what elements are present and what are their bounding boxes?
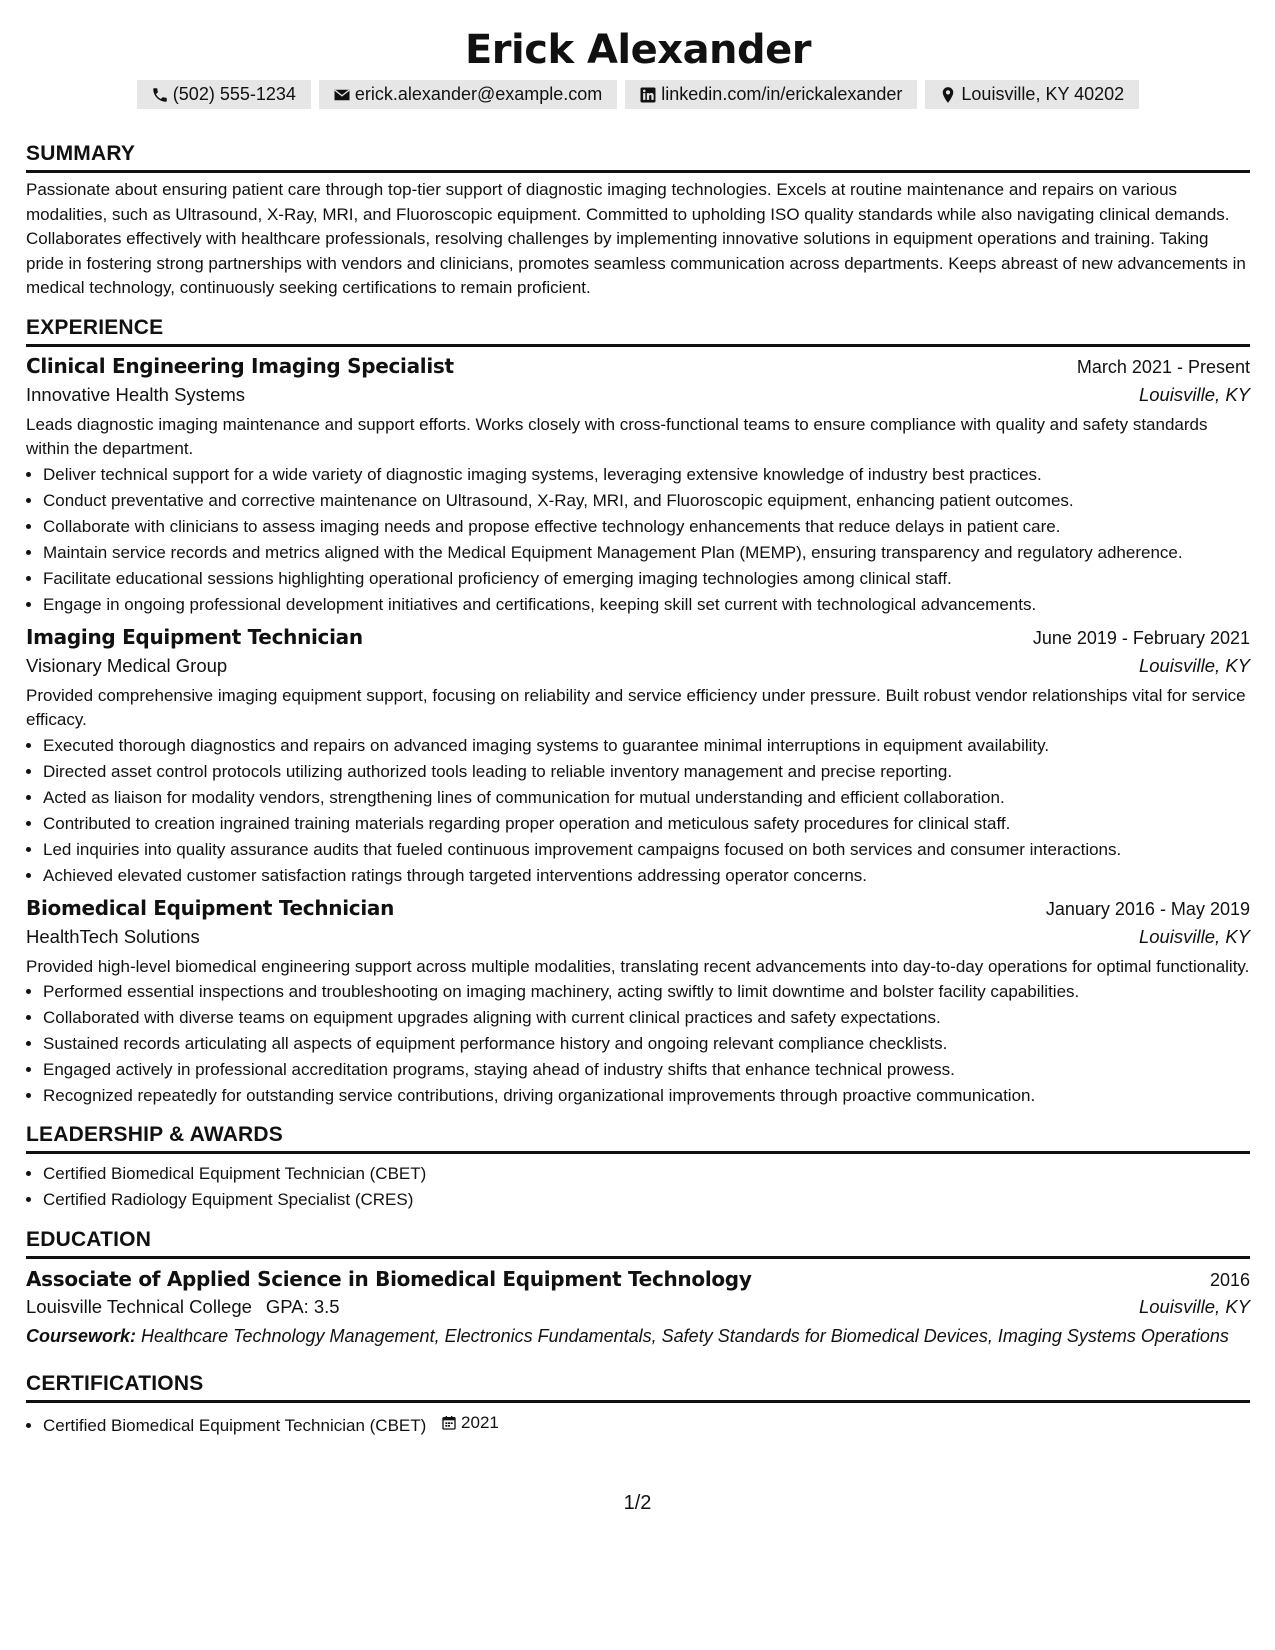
job-description: Leads diagnostic imaging maintenance and support efforts. Works closely with cross-functional teams to ensure compliance with quality and safety standards within the department. [26, 414, 1208, 458]
job-entry [26, 354, 1250, 617]
leadership-heading: LEADERSHIP & AWARDS [26, 1123, 1250, 1154]
summary-section [26, 142, 1250, 301]
resume-page [26, 0, 1250, 1440]
map-pin-icon [939, 86, 957, 104]
experience-heading: EXPERIENCE [26, 316, 1250, 347]
phone-text: (502) 555-1234 [172, 84, 296, 104]
job-header [26, 354, 1250, 378]
job-entry [26, 625, 1250, 888]
linkedin-chip[interactable] [625, 80, 917, 109]
certifications-section [26, 1372, 1250, 1438]
gpa: GPA: 3.5 [265, 1296, 340, 1317]
certifications-heading: CERTIFICATIONS [26, 1372, 1250, 1403]
email-chip[interactable] [319, 80, 617, 109]
job-bullet: • Recognized repeatedly for outstanding service contributions, driving organizational improvements through proactive communication. [43, 1084, 1250, 1108]
location-text: Louisville, KY 40202 [961, 84, 1125, 104]
leadership-item: • Certified Radiology Equipment Specialist (CRES) [43, 1188, 1250, 1212]
page-number: 1/2 [623, 1492, 652, 1514]
linkedin-text: linkedin.com/in/erickalexander [661, 84, 903, 104]
leadership-section [26, 1123, 1250, 1212]
job-bullet: • Engage in ongoing professional development initiatives and certifications, keeping skill set current with technological advancements. [43, 593, 1250, 617]
education-section [26, 1228, 1250, 1348]
job-company-row [26, 926, 1250, 948]
degree-row [26, 1267, 1250, 1291]
certification-date [441, 1411, 499, 1435]
company-name: HealthTech Solutions [26, 925, 200, 947]
job-bullet: • Collaborate with clinicians to assess imaging needs and propose effective technology enhancements that reduce delays in patient care. [43, 515, 1250, 539]
job-bullet: • Collaborated with diverse teams on equipment upgrades aligning with current clinical practices and safety expectations. [43, 1006, 1250, 1030]
education-heading: EDUCATION [26, 1228, 1250, 1259]
degree-year: 2016 [1209, 1270, 1250, 1290]
job-bullet: • Achieved elevated customer satisfaction ratings through targeted interventions addressing operator concerns. [43, 864, 1250, 888]
certification-name: Certified Biomedical Equipment Technician (CBET) [43, 1416, 427, 1435]
job-bullet: • Engaged actively in professional accreditation programs, staying ahead of industry shifts that enhance technical prowess. [43, 1058, 1250, 1082]
job-bullet: • Led inquiries into quality assurance audits that fueled continuous improvement campaigns focused on both services and consumer interactions. [43, 838, 1250, 862]
job-header [26, 896, 1250, 920]
experience-section [26, 316, 1250, 1109]
coursework [26, 1324, 1250, 1348]
email-text: erick.alexander@example.com [354, 84, 603, 104]
phone-icon [151, 86, 169, 104]
certifications-list [26, 1411, 1250, 1438]
job-title: Clinical Engineering Imaging Specialist [26, 353, 454, 378]
summary-text: Passionate about ensuring patient care through top-tier support of diagnostic imaging technologies. Excels at routine maintenance and repairs on various modalities, such as Ultrasound, X-Ray, MRI, and Fluoroscopic equipment. Committed to upholding ISO quality standards while also navigating clinical demands. Collaborates effectively with healthcare professionals, resolving challenges by implementing innovative solutions in equipment operations and training. Taking pride in fostering strong partnerships with vendors and clinicians, promotes seamless communication across departments. Keeps abreast of new advancements in medical technology, continuously seeking certifications to remain proficient. [26, 180, 1246, 297]
school-name: Louisville Technical College [26, 1296, 252, 1317]
job-title: Imaging Equipment Technician [26, 624, 363, 649]
job-company-row [26, 655, 1250, 677]
calendar-icon [441, 1415, 457, 1431]
job-header [26, 625, 1250, 649]
job-bullets [26, 463, 1250, 617]
company-name: Innovative Health Systems [26, 383, 246, 405]
job-dates: June 2019 - February 2021 [1032, 627, 1250, 648]
job-bullet: • Sustained records articulating all aspects of equipment performance history and ongoing relevant compliance checklists. [43, 1032, 1250, 1056]
school-location: Louisville, KY [1138, 1296, 1250, 1317]
leadership-list [26, 1162, 1250, 1212]
degree-title: Associate of Applied Science in Biomedical Equipment Technology [26, 1267, 752, 1291]
location-chip [925, 80, 1139, 109]
job-bullet: • Conduct preventative and corrective maintenance on Ultrasound, X-Ray, MRI, and Fluoroscopic equipment, enhancing patient outcomes. [43, 489, 1250, 513]
company-name: Visionary Medical Group [26, 654, 228, 676]
leadership-item: • Certified Biomedical Equipment Technician (CBET) [43, 1162, 1250, 1186]
job-bullet: • Contributed to creation ingrained training materials regarding proper operation and meticulous safety procedures for clinical staff. [43, 812, 1250, 836]
coursework-text: Healthcare Technology Management, Electronics Fundamentals, Safety Standards for Biomedical Devices, Imaging Systems Operations [141, 1326, 1229, 1346]
job-bullet: • Facilitate educational sessions highlighting operational proficiency of emerging imaging technologies among clinical staff. [43, 567, 1250, 591]
job-bullet: • Performed essential inspections and troubleshooting on imaging machinery, acting swiftly to limit downtime and bolster facility capabilities. [43, 980, 1250, 1004]
job-bullet: • Directed asset control protocols utilizing authorized tools leading to reliable inventory management and precise reporting. [43, 760, 1250, 784]
job-location: Louisville, KY [1138, 654, 1250, 676]
candidate-name: Erick Alexander [464, 27, 812, 73]
job-list [26, 354, 1250, 1109]
job-bullets [26, 980, 1250, 1108]
job-dates: January 2016 - May 2019 [1045, 898, 1250, 919]
job-bullet: • Deliver technical support for a wide variety of diagnostic imaging systems, leveraging extensive knowledge of industry best practices. [43, 463, 1250, 487]
certification-item [43, 1411, 1250, 1438]
contact-bar [26, 80, 1250, 109]
job-dates: March 2021 - Present [1076, 356, 1250, 377]
job-description: Provided high-level biomedical engineering support across multiple modalities, translating recent advancements into day-to-day operations for optimal functionality. [26, 956, 1250, 976]
envelope-icon [333, 86, 351, 104]
job-company-row [26, 384, 1250, 406]
school-row [26, 1296, 1250, 1318]
job-entry [26, 896, 1250, 1109]
linkedin-icon [639, 86, 657, 104]
job-bullet: • Acted as liaison for modality vendors, strengthening lines of communication for mutual understanding and efficient collaboration. [43, 786, 1250, 810]
job-description: Provided comprehensive imaging equipment support, focusing on reliability and service efficiency under pressure. Built robust vendor relationships vital for service efficacy. [26, 685, 1246, 729]
job-title: Biomedical Equipment Technician [26, 895, 395, 920]
job-bullet: • Executed thorough diagnostics and repairs on advanced imaging systems to guarantee minimal interruptions in equipment availability. [43, 734, 1250, 758]
phone-chip[interactable] [137, 80, 311, 109]
coursework-label: Coursework: [26, 1326, 137, 1346]
job-bullets [26, 734, 1250, 888]
job-location: Louisville, KY [1138, 383, 1250, 405]
summary-heading: SUMMARY [26, 142, 1250, 173]
school-info [26, 1296, 340, 1318]
job-bullet: • Maintain service records and metrics aligned with the Medical Equipment Management Plan (MEMP), ensuring transparency and regulatory adherence. [43, 541, 1250, 565]
job-location: Louisville, KY [1138, 925, 1250, 947]
certification-year: 2021 [461, 1413, 499, 1432]
